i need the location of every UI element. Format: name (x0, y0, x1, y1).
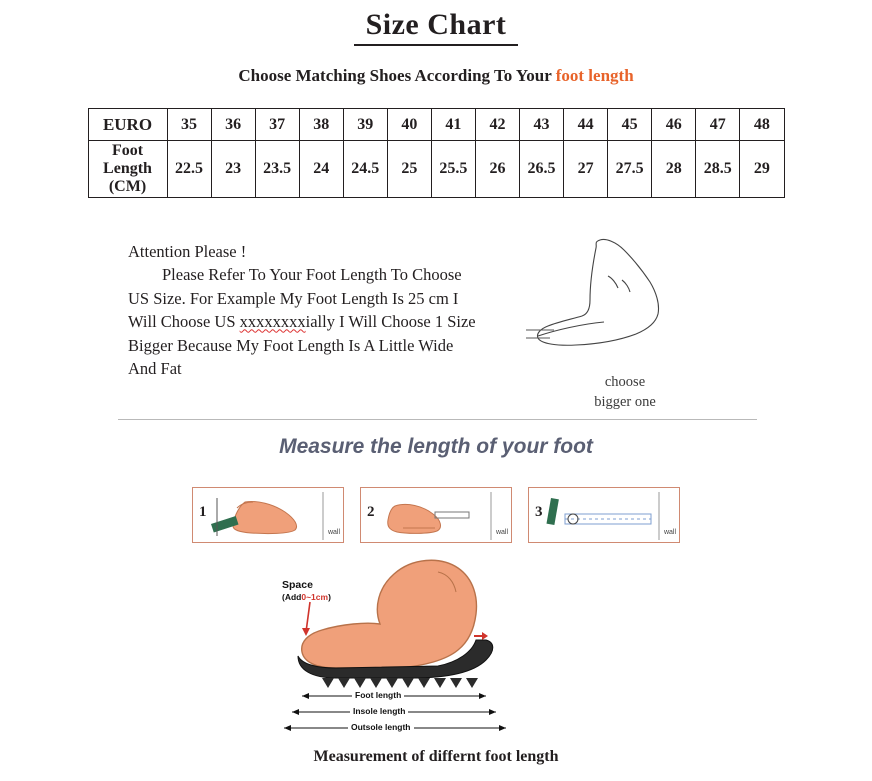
measure-step-1 (192, 487, 344, 543)
row-header-line-1: Foot (111, 142, 144, 160)
wall-label: wall (327, 529, 340, 536)
cell-euro-0: 35 (167, 109, 211, 141)
row-header-line-3: (CM) (108, 177, 147, 195)
attention-line-4: Bigger Because My Foot Length Is A Little Wide (128, 335, 454, 355)
step-number: 1 (199, 504, 207, 520)
cell-foot-0: 22.5 (167, 141, 211, 198)
cell-foot-10: 27.5 (608, 141, 652, 198)
step-number: 3 (535, 504, 543, 520)
table-row-euro (88, 109, 784, 141)
step-number: 2 (367, 504, 375, 520)
cell-euro-5: 40 (387, 109, 431, 141)
cell-foot-7: 26 (475, 141, 519, 198)
space-sub-prefix: (Add (282, 591, 302, 602)
dimension-label-insole-length: Insole length (350, 706, 408, 716)
cell-euro-4: 39 (343, 109, 387, 141)
cell-euro-12: 47 (696, 109, 740, 141)
choose-bigger-note (565, 373, 685, 412)
attention-heading: Attention Please ! (128, 242, 247, 261)
space-sub-suffix: ) (328, 591, 331, 602)
cell-euro-3: 38 (299, 109, 343, 141)
cell-foot-6: 25.5 (431, 141, 475, 198)
wall-label: wall (495, 529, 508, 536)
choose-bigger-line-1: choose (604, 374, 646, 390)
space-annotation-sub (282, 592, 331, 602)
cell-foot-4: 24.5 (343, 141, 387, 198)
measure-step-2 (360, 487, 512, 543)
cell-euro-8: 43 (520, 109, 564, 141)
attention-block (128, 240, 548, 381)
cell-euro-9: 44 (564, 109, 608, 141)
cell-foot-13: 29 (740, 141, 784, 198)
row-header-line-2: Length (103, 160, 152, 178)
subtitle-highlight: foot length (555, 66, 634, 85)
dimension-label-foot-length: Foot length (352, 690, 404, 700)
measure-step-3 (528, 487, 680, 543)
attention-line-1: Please Refer To Your Foot Length To Choose (162, 265, 462, 285)
subtitle-main: Choose Matching Shoes According To Your (238, 66, 556, 85)
cell-euro-7: 42 (475, 109, 519, 141)
attention-line-3-suffix: ially I Will Choose 1 Size (305, 312, 476, 332)
row-header-foot-length (88, 141, 167, 198)
cell-euro-6: 41 (431, 109, 475, 141)
size-chart-table-wrapper (88, 108, 785, 198)
measure-section-heading: Measure the length of your foot (279, 435, 593, 458)
cell-foot-3: 24 (299, 141, 343, 198)
space-annotation-title: Space (282, 579, 313, 591)
subtitle (0, 66, 872, 86)
cell-euro-11: 46 (652, 109, 696, 141)
cell-foot-11: 28 (652, 141, 696, 198)
title-underline (354, 44, 518, 46)
size-chart-table (88, 108, 785, 198)
attention-line-3-prefix: Will Choose US (128, 312, 240, 332)
wall-label: wall (663, 529, 676, 536)
page-title: Size Chart (365, 8, 507, 41)
section-divider (118, 419, 757, 420)
attention-line-2: US Size. For Example My Foot Length Is 25 cm I (128, 288, 459, 308)
foot-outline-sketch (524, 226, 704, 366)
cell-foot-1: 23 (211, 141, 255, 198)
cell-foot-12: 28.5 (696, 141, 740, 198)
foot-measurement-diagram (262, 548, 610, 738)
cell-euro-2: 37 (255, 109, 299, 141)
measure-steps (192, 487, 680, 543)
cell-euro-13: 48 (740, 109, 784, 141)
cell-foot-8: 26.5 (520, 141, 564, 198)
cell-foot-5: 25 (387, 141, 431, 198)
cell-euro-1: 36 (211, 109, 255, 141)
attention-line-3 (128, 310, 548, 333)
space-annotation (282, 579, 331, 602)
space-sub-value: 0~1cm (301, 591, 329, 602)
diagram-caption: Measurement of differnt foot length (313, 748, 559, 765)
cell-euro-10: 45 (608, 109, 652, 141)
choose-bigger-line-2: bigger one (594, 393, 656, 410)
cell-foot-9: 27 (564, 141, 608, 198)
dimension-label-outsole-length: Outsole length (348, 722, 414, 732)
row-header-euro: EURO (88, 109, 167, 141)
cell-foot-2: 23.5 (255, 141, 299, 198)
attention-struck-text: xxxxxxxx (239, 312, 306, 332)
attention-line-5: And Fat (128, 359, 182, 379)
table-row-foot-length (88, 141, 784, 198)
